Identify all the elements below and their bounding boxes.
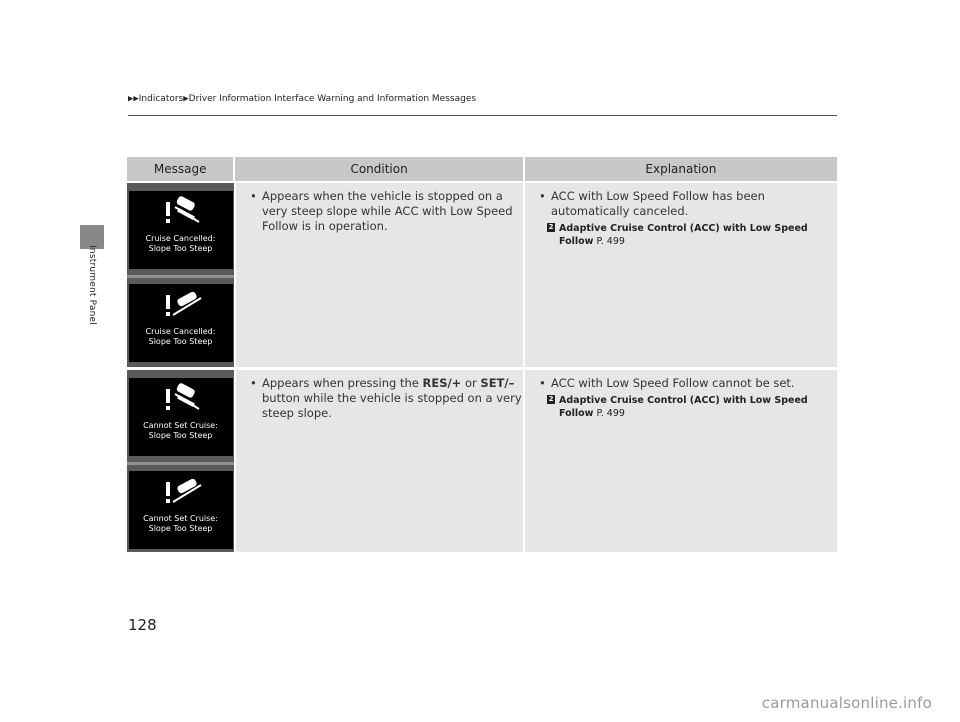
header-condition: Condition	[233, 157, 522, 181]
condition-text	[250, 376, 523, 421]
set-minus-button-label: SET/–	[480, 376, 515, 390]
reference-arrow-icon: 2	[548, 223, 554, 231]
condition-text-part: button while the vehicle is stopped on a very steep slope.	[262, 391, 522, 420]
explanation-cell	[523, 183, 837, 367]
screen-line-1: Cruise Cancelled:	[145, 327, 216, 336]
message-table	[127, 157, 837, 552]
page-number: 128	[128, 616, 157, 634]
breadcrumb	[128, 94, 476, 104]
screen-line-1: Cannot Set Cruise:	[143, 421, 218, 430]
cross-reference-link[interactable]	[539, 222, 837, 248]
breadcrumb-arrow-icon: ▶▶	[128, 94, 139, 103]
condition-text-part: Appears when pressing the	[262, 376, 423, 390]
slope-car-icon	[129, 191, 233, 235]
reference-page: P. 499	[596, 408, 625, 419]
screen-line-1: Cannot Set Cruise:	[143, 514, 218, 523]
cross-reference-link[interactable]	[539, 394, 837, 420]
slope-car-icon	[129, 284, 233, 328]
condition-text-part: or	[461, 376, 481, 390]
condition-cell	[234, 183, 523, 367]
explanation-text: • ACC with Low Speed Follow cannot be set.	[539, 376, 837, 391]
reference-title: Adaptive Cruise Control (ACC) with Low Speed Follow	[559, 395, 808, 419]
display-screen	[129, 284, 233, 362]
display-screen	[129, 471, 233, 549]
explanation-text: • ACC with Low Speed Follow has been automatically canceled.	[539, 189, 837, 219]
screen-line-1: Cruise Cancelled:	[145, 234, 216, 243]
breadcrumb-arrow-icon: ▶	[183, 94, 189, 103]
explanation-cell	[523, 370, 837, 552]
display-screen	[129, 378, 233, 456]
message-cell	[127, 183, 234, 367]
screen-divider	[127, 462, 234, 465]
condition-cell	[234, 370, 523, 552]
message-cell	[127, 370, 234, 552]
res-plus-button-label: RES/+	[422, 376, 462, 390]
table-row	[127, 370, 837, 552]
table-row	[127, 183, 837, 367]
display-screen	[129, 191, 233, 269]
screen-line-2: Slope Too Steep	[148, 244, 213, 253]
screen-line-2: Slope Too Steep	[148, 524, 213, 533]
table-header	[127, 157, 837, 181]
slope-car-icon	[129, 471, 233, 515]
breadcrumb-item-messages[interactable]: Driver Information Interface Warning and Information Messages	[188, 94, 477, 104]
reference-title: Adaptive Cruise Control (ACC) with Low Speed Follow	[559, 223, 808, 247]
screen-line-2: Slope Too Steep	[148, 337, 213, 346]
slope-car-icon	[129, 378, 233, 422]
header-message: Message	[153, 162, 207, 176]
reference-page: P. 499	[596, 236, 625, 247]
header-explanation: Explanation	[523, 157, 837, 181]
screen-divider	[127, 275, 234, 278]
breadcrumb-item-indicators[interactable]: Indicators	[138, 94, 184, 104]
header-rule	[128, 115, 837, 116]
condition-text: • Appears when the vehicle is stopped on a very steep slope while ACC with Low Speed Follow is in operation.	[250, 189, 523, 234]
watermark: carmanualsonline.info	[761, 694, 932, 712]
section-side-label: Instrument Panel	[87, 245, 97, 325]
screen-line-2: Slope Too Steep	[148, 431, 213, 440]
reference-arrow-icon: 2	[548, 395, 554, 403]
